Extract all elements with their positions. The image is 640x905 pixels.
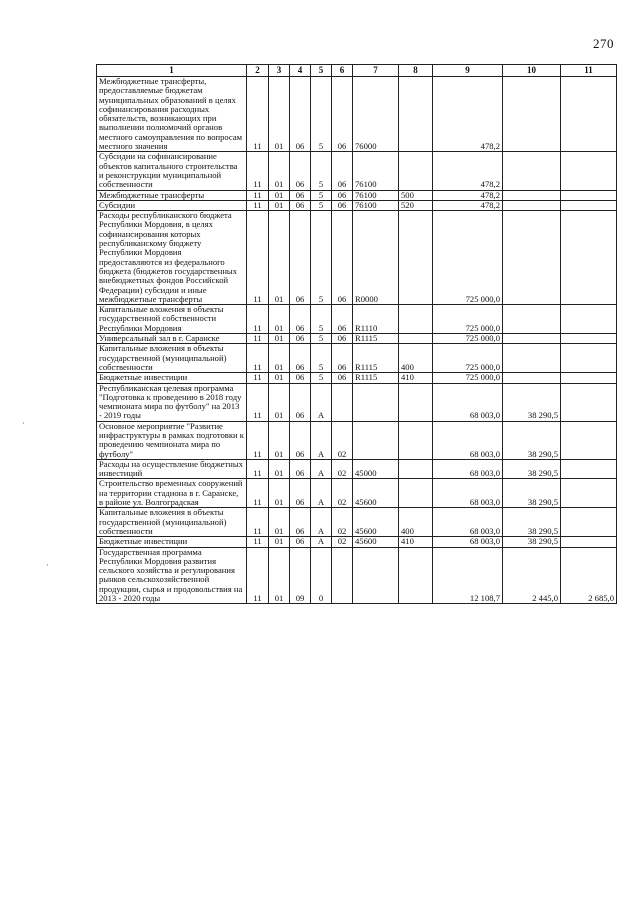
col-header-6: 6 xyxy=(332,65,353,77)
cell-col-9: 725 000,0 xyxy=(433,305,503,334)
table-row xyxy=(97,421,617,459)
table-row xyxy=(97,344,617,373)
row-description-text: Субсидии xyxy=(99,200,136,210)
cell-col-11 xyxy=(561,334,617,344)
col-header-3: 3 xyxy=(269,65,290,77)
cell-col-3: 01 xyxy=(269,334,290,344)
cell-col-6: 02 xyxy=(332,508,353,537)
row-description xyxy=(97,421,247,459)
cell-col-7 xyxy=(353,547,399,604)
cell-col-7 xyxy=(353,421,399,459)
row-description xyxy=(97,211,247,305)
row-description xyxy=(97,373,247,383)
cell-col-11 xyxy=(561,508,617,537)
row-description xyxy=(97,479,247,508)
row-description-text: Межбюджетные трансферты xyxy=(99,190,205,200)
row-description-text: Межбюджетные трансферты, предоставляемые бюджетам муниципальных образований в целях софинансирования расходных обязательств, возникающих при выполнении полномочий органов местного самоуправления по вопросам местного значения xyxy=(99,76,243,152)
cell-col-2: 11 xyxy=(247,373,269,383)
cell-col-8: 410 xyxy=(399,537,433,547)
cell-col-8 xyxy=(399,421,433,459)
cell-col-5: А xyxy=(311,537,332,547)
cell-col-7: R1110 xyxy=(353,305,399,334)
cell-col-11 xyxy=(561,305,617,334)
cell-col-6: 06 xyxy=(332,344,353,373)
cell-col-6: 02 xyxy=(332,459,353,479)
cell-col-6: 02 xyxy=(332,421,353,459)
cell-col-8 xyxy=(399,547,433,604)
cell-col-4: 06 xyxy=(290,373,311,383)
col-header-9: 9 xyxy=(433,65,503,77)
cell-col-6: 06 xyxy=(332,77,353,152)
cell-col-5: 0 xyxy=(311,547,332,604)
cell-col-7: R1115 xyxy=(353,344,399,373)
cell-col-3: 01 xyxy=(269,77,290,152)
cell-col-9: 68 003,0 xyxy=(433,459,503,479)
cell-col-10: 38 290,5 xyxy=(503,508,561,537)
cell-col-6: 06 xyxy=(332,373,353,383)
cell-col-3: 01 xyxy=(269,344,290,373)
cell-col-9: 725 000,0 xyxy=(433,211,503,305)
cell-col-4: 06 xyxy=(290,334,311,344)
cell-col-6: 06 xyxy=(332,305,353,334)
cell-col-10 xyxy=(503,334,561,344)
row-description-text: Расходы республиканского бюджета Республики Мордовия, в целях софинансирования которых республиканскому бюджету Республики Мордовия предоставляются из федерального бюджета (бюджетов государственных внебюджетных фондов Российской Федерации) субсидии и иные межбюджетные трансферты xyxy=(99,210,237,304)
table-row xyxy=(97,334,617,344)
cell-col-8: 500 xyxy=(399,190,433,200)
table-row xyxy=(97,190,617,200)
cell-col-5: 5 xyxy=(311,190,332,200)
cell-col-5: А xyxy=(311,459,332,479)
row-description xyxy=(97,344,247,373)
cell-col-11 xyxy=(561,383,617,421)
cell-col-5: 5 xyxy=(311,200,332,210)
cell-col-10 xyxy=(503,211,561,305)
cell-col-6: 06 xyxy=(332,190,353,200)
cell-col-4: 06 xyxy=(290,508,311,537)
cell-col-11 xyxy=(561,77,617,152)
cell-col-11 xyxy=(561,152,617,190)
cell-col-7: 45000 xyxy=(353,459,399,479)
table-row xyxy=(97,373,617,383)
budget-table xyxy=(96,64,617,604)
cell-col-8 xyxy=(399,305,433,334)
cell-col-5: 5 xyxy=(311,373,332,383)
cell-col-8: 410 xyxy=(399,373,433,383)
cell-col-6: 02 xyxy=(332,479,353,508)
cell-col-9: 68 003,0 xyxy=(433,479,503,508)
cell-col-3: 01 xyxy=(269,190,290,200)
table-row xyxy=(97,537,617,547)
cell-col-9: 478,2 xyxy=(433,190,503,200)
cell-col-9: 725 000,0 xyxy=(433,344,503,373)
cell-col-11 xyxy=(561,211,617,305)
cell-col-4: 06 xyxy=(290,305,311,334)
row-description xyxy=(97,383,247,421)
row-description-text: Капитальные вложения в объекты государственной (муниципальной) собственности xyxy=(99,343,227,372)
cell-col-5: 5 xyxy=(311,152,332,190)
cell-col-10 xyxy=(503,373,561,383)
cell-col-8 xyxy=(399,77,433,152)
cell-col-6 xyxy=(332,383,353,421)
cell-col-4: 06 xyxy=(290,211,311,305)
row-description-text: Основное мероприятие "Развитие инфраструктуры в рамках подготовки к проведению чемпионата мира по футболу" xyxy=(99,421,244,459)
cell-col-3: 01 xyxy=(269,537,290,547)
col-header-8: 8 xyxy=(399,65,433,77)
cell-col-5: 5 xyxy=(311,344,332,373)
cell-col-10: 38 290,5 xyxy=(503,537,561,547)
cell-col-9: 725 000,0 xyxy=(433,373,503,383)
cell-col-6: 06 xyxy=(332,334,353,344)
table-row xyxy=(97,211,617,305)
cell-col-10 xyxy=(503,77,561,152)
cell-col-6: 06 xyxy=(332,211,353,305)
cell-col-7: R1115 xyxy=(353,334,399,344)
col-header-1: 1 xyxy=(97,65,247,77)
cell-col-3: 01 xyxy=(269,479,290,508)
cell-col-7: 45600 xyxy=(353,508,399,537)
cell-col-9: 68 003,0 xyxy=(433,383,503,421)
row-description-text: Субсидии на софинансирование объектов капитального строительства и реконструкции муниципальной собственности xyxy=(99,151,238,190)
cell-col-3: 01 xyxy=(269,211,290,305)
cell-col-3: 01 xyxy=(269,421,290,459)
cell-col-7: 76100 xyxy=(353,152,399,190)
cell-col-10 xyxy=(503,200,561,210)
cell-col-8 xyxy=(399,152,433,190)
cell-col-5: 5 xyxy=(311,334,332,344)
cell-col-10: 38 290,5 xyxy=(503,479,561,508)
cell-col-10 xyxy=(503,190,561,200)
cell-col-9: 478,2 xyxy=(433,152,503,190)
row-description-text: Расходы на осуществление бюджетных инвестиций xyxy=(99,459,243,479)
cell-col-4: 06 xyxy=(290,344,311,373)
cell-col-10 xyxy=(503,305,561,334)
cell-col-3: 01 xyxy=(269,200,290,210)
col-header-7: 7 xyxy=(353,65,399,77)
cell-col-8 xyxy=(399,211,433,305)
cell-col-8: 400 xyxy=(399,344,433,373)
cell-col-8 xyxy=(399,334,433,344)
cell-col-6: 06 xyxy=(332,152,353,190)
cell-col-4: 06 xyxy=(290,383,311,421)
cell-col-4: 06 xyxy=(290,200,311,210)
scan-mark: · xyxy=(22,418,25,428)
col-header-4: 4 xyxy=(290,65,311,77)
table-row xyxy=(97,459,617,479)
cell-col-11 xyxy=(561,421,617,459)
cell-col-8 xyxy=(399,479,433,508)
row-description-text: Капитальные вложения в объекты государственной (муниципальной) собственности xyxy=(99,507,227,536)
cell-col-3: 01 xyxy=(269,152,290,190)
cell-col-10: 38 290,5 xyxy=(503,459,561,479)
cell-col-2: 11 xyxy=(247,200,269,210)
col-header-5: 5 xyxy=(311,65,332,77)
cell-col-4: 09 xyxy=(290,547,311,604)
cell-col-2: 11 xyxy=(247,537,269,547)
table-row xyxy=(97,305,617,334)
cell-col-4: 06 xyxy=(290,537,311,547)
header-row xyxy=(97,65,617,77)
row-description-text: Государственная программа Республики Мордовия развития сельского хозяйства и регулирования рынков сельскохозяйственной продукции, сырья и продовольствия на 2013 - 2020 годы xyxy=(99,547,243,604)
page-number: 270 xyxy=(593,36,614,51)
cell-col-3: 01 xyxy=(269,508,290,537)
table-row xyxy=(97,547,617,604)
cell-col-5: 5 xyxy=(311,211,332,305)
cell-col-2: 11 xyxy=(247,334,269,344)
cell-col-7: R1115 xyxy=(353,373,399,383)
table-row xyxy=(97,508,617,537)
cell-col-2: 11 xyxy=(247,547,269,604)
scan-mark: · xyxy=(46,560,49,570)
cell-col-7: 76100 xyxy=(353,190,399,200)
cell-col-6: 02 xyxy=(332,537,353,547)
cell-col-9: 478,2 xyxy=(433,77,503,152)
cell-col-5: А xyxy=(311,421,332,459)
cell-col-2: 11 xyxy=(247,508,269,537)
cell-col-8 xyxy=(399,383,433,421)
col-header-10: 10 xyxy=(503,65,561,77)
cell-col-8: 520 xyxy=(399,200,433,210)
cell-col-10: 38 290,5 xyxy=(503,383,561,421)
cell-col-4: 06 xyxy=(290,77,311,152)
row-description xyxy=(97,334,247,344)
cell-col-3: 01 xyxy=(269,383,290,421)
cell-col-10: 2 445,0 xyxy=(503,547,561,604)
row-description xyxy=(97,547,247,604)
cell-col-7: 45600 xyxy=(353,479,399,508)
cell-col-11 xyxy=(561,537,617,547)
cell-col-11 xyxy=(561,459,617,479)
cell-col-11 xyxy=(561,190,617,200)
cell-col-4: 06 xyxy=(290,190,311,200)
row-description xyxy=(97,200,247,210)
cell-col-4: 06 xyxy=(290,459,311,479)
cell-col-4: 06 xyxy=(290,421,311,459)
cell-col-2: 11 xyxy=(247,190,269,200)
cell-col-11 xyxy=(561,479,617,508)
row-description xyxy=(97,508,247,537)
cell-col-11 xyxy=(561,373,617,383)
cell-col-9: 68 003,0 xyxy=(433,421,503,459)
row-description xyxy=(97,305,247,334)
col-header-2: 2 xyxy=(247,65,269,77)
cell-col-4: 06 xyxy=(290,152,311,190)
cell-col-10 xyxy=(503,152,561,190)
cell-col-7: 76100 xyxy=(353,200,399,210)
cell-col-2: 11 xyxy=(247,305,269,334)
cell-col-2: 11 xyxy=(247,421,269,459)
cell-col-3: 01 xyxy=(269,305,290,334)
cell-col-2: 11 xyxy=(247,152,269,190)
table-row xyxy=(97,152,617,190)
row-description xyxy=(97,152,247,190)
cell-col-3: 01 xyxy=(269,547,290,604)
cell-col-5: 5 xyxy=(311,305,332,334)
row-description xyxy=(97,537,247,547)
row-description-text: Универсальный зал в г. Саранске xyxy=(99,333,220,344)
cell-col-9: 68 003,0 xyxy=(433,508,503,537)
row-description-text: Капитальные вложения в объекты государственной собственности Республики Мордовия xyxy=(99,304,224,333)
row-description xyxy=(97,459,247,479)
cell-col-7: 76000 xyxy=(353,77,399,152)
cell-col-5: 5 xyxy=(311,77,332,152)
cell-col-2: 11 xyxy=(247,211,269,305)
cell-col-6: 06 xyxy=(332,200,353,210)
row-description-text: Бюджетные инвестиции xyxy=(99,372,188,383)
row-description xyxy=(97,77,247,152)
row-description xyxy=(97,190,247,200)
cell-col-11 xyxy=(561,200,617,210)
cell-col-6 xyxy=(332,547,353,604)
cell-col-5: А xyxy=(311,383,332,421)
cell-col-3: 01 xyxy=(269,459,290,479)
col-header-11: 11 xyxy=(561,65,617,77)
cell-col-8 xyxy=(399,459,433,479)
row-description-text: Республиканская целевая программа "Подготовка к проведению в 2018 году чемпионата мира по футболу" на 2013 - 2019 годы xyxy=(99,383,242,421)
cell-col-3: 01 xyxy=(269,373,290,383)
cell-col-7: R0000 xyxy=(353,211,399,305)
cell-col-9: 478,2 xyxy=(433,200,503,210)
cell-col-2: 11 xyxy=(247,383,269,421)
row-description-text: Бюджетные инвестиции xyxy=(99,536,188,547)
cell-col-2: 11 xyxy=(247,479,269,508)
cell-col-4: 06 xyxy=(290,479,311,508)
table-row xyxy=(97,479,617,508)
cell-col-7 xyxy=(353,383,399,421)
cell-col-9: 725 000,0 xyxy=(433,334,503,344)
cell-col-7: 45600 xyxy=(353,537,399,547)
cell-col-11 xyxy=(561,344,617,373)
cell-col-11: 2 685,0 xyxy=(561,547,617,604)
cell-col-2: 11 xyxy=(247,459,269,479)
cell-col-5: А xyxy=(311,479,332,508)
table-row xyxy=(97,77,617,152)
cell-col-8: 400 xyxy=(399,508,433,537)
cell-col-9: 12 108,7 xyxy=(433,547,503,604)
cell-col-2: 11 xyxy=(247,77,269,152)
cell-col-10: 38 290,5 xyxy=(503,421,561,459)
table-row xyxy=(97,383,617,421)
cell-col-5: А xyxy=(311,508,332,537)
table-row xyxy=(97,200,617,210)
cell-col-9: 68 003,0 xyxy=(433,537,503,547)
cell-col-2: 11 xyxy=(247,344,269,373)
row-description-text: Строительство временных сооружений на территории стадиона в г. Саранске, в районе ул. Волгоградская xyxy=(99,478,243,508)
cell-col-10 xyxy=(503,344,561,373)
